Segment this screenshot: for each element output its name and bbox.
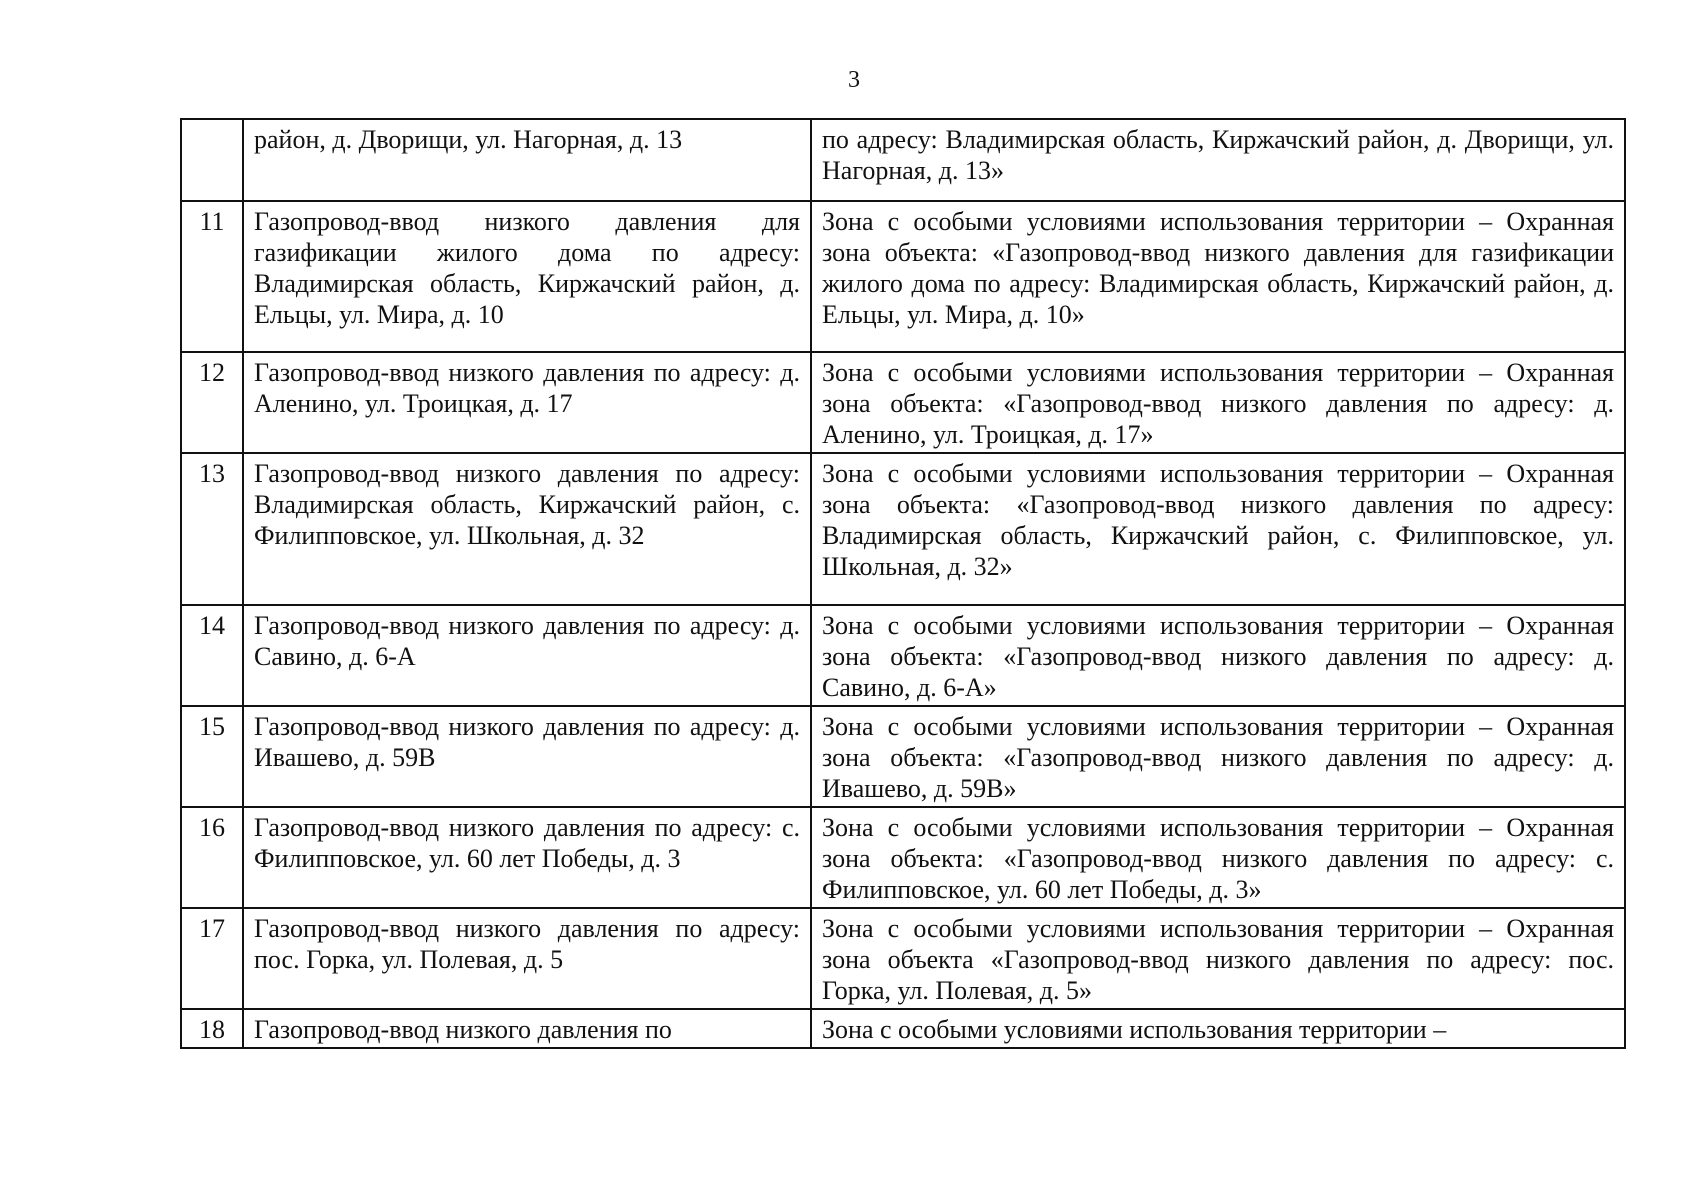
object-description-cell: Газопровод-ввод низкого давления по (243, 1009, 811, 1048)
table-row (181, 605, 1625, 706)
zone-description-cell: по адресу: Владимирская область, Киржачский район, д. Дворищи, ул. Нагорная, д. 13» (811, 119, 1625, 201)
zone-description-cell: Зона с особыми условиями использования территории – Охранная зона объекта: «Газопровод-ввод низкого давления по адресу: д. Аленино, ул. Троицкая, д. 17» (811, 352, 1625, 453)
row-number-cell: 12 (181, 352, 243, 453)
table-row (181, 201, 1625, 352)
row-number-cell: 15 (181, 706, 243, 807)
zone-description-cell: Зона с особыми условиями использования территории – Охранная зона объекта: «Газопровод-ввод низкого давления по адресу: д. Ивашево, д. 59В» (811, 706, 1625, 807)
row-number-cell: 18 (181, 1009, 243, 1048)
zone-description-cell: Зона с особыми условиями использования территории – Охранная зона объекта: «Газопровод-ввод низкого давления для газификации жилого дома по адресу: Владимирская область, Киржачский район, д. Ельцы, ул. Мира, д. 10» (811, 201, 1625, 352)
table-row (181, 908, 1625, 1009)
object-description-cell: район, д. Дворищи, ул. Нагорная, д. 13 (243, 119, 811, 201)
zone-description-cell: Зона с особыми условиями использования территории – Охранная зона объекта: «Газопровод-ввод низкого давления по адресу: с. Филипповское, ул. 60 лет Победы, д. 3» (811, 807, 1625, 908)
table-row (181, 706, 1625, 807)
page-number: 3 (848, 67, 860, 93)
object-description-cell: Газопровод-ввод низкого давления по адресу: д. Савино, д. 6-А (243, 605, 811, 706)
zones-table (180, 118, 1626, 1049)
table-row (181, 807, 1625, 908)
object-description-cell: Газопровод-ввод низкого давления по адресу: д. Ивашево, д. 59В (243, 706, 811, 807)
object-description-cell: Газопровод-ввод низкого давления по адресу: Владимирская область, Киржачский район, с. Филипповское, ул. Школьная, д. 32 (243, 453, 811, 605)
row-number-cell: 14 (181, 605, 243, 706)
row-number-cell: 11 (181, 201, 243, 352)
row-number-cell (181, 119, 243, 201)
zone-description-cell: Зона с особыми условиями использования территории – Охранная зона объекта: «Газопровод-ввод низкого давления по адресу: д. Савино, д. 6-А» (811, 605, 1625, 706)
row-number-cell: 13 (181, 453, 243, 605)
row-number-cell: 17 (181, 908, 243, 1009)
object-description-cell: Газопровод-ввод низкого давления по адресу: с. Филипповское, ул. 60 лет Победы, д. 3 (243, 807, 811, 908)
table-row (181, 119, 1625, 201)
object-description-cell: Газопровод-ввод низкого давления для газификации жилого дома по адресу: Владимирская область, Киржачский район, д. Ельцы, ул. Мира, д. 10 (243, 201, 811, 352)
object-description-cell: Газопровод-ввод низкого давления по адресу: пос. Горка, ул. Полевая, д. 5 (243, 908, 811, 1009)
zone-description-cell: Зона с особыми условиями использования территории – Охранная зона объекта «Газопровод-ввод низкого давления по адресу: пос. Горка, ул. Полевая, д. 5» (811, 908, 1625, 1009)
object-description-cell: Газопровод-ввод низкого давления по адресу: д. Аленино, ул. Троицкая, д. 17 (243, 352, 811, 453)
zone-description-cell: Зона с особыми условиями использования территории – (811, 1009, 1625, 1048)
table-row (181, 1009, 1625, 1048)
table-row (181, 352, 1625, 453)
row-number-cell: 16 (181, 807, 243, 908)
zone-description-cell: Зона с особыми условиями использования территории – Охранная зона объекта: «Газопровод-ввод низкого давления по адресу: Владимирская область, Киржачский район, с. Филипповское, ул. Школьная, д. 32» (811, 453, 1625, 605)
table-row (181, 453, 1625, 605)
